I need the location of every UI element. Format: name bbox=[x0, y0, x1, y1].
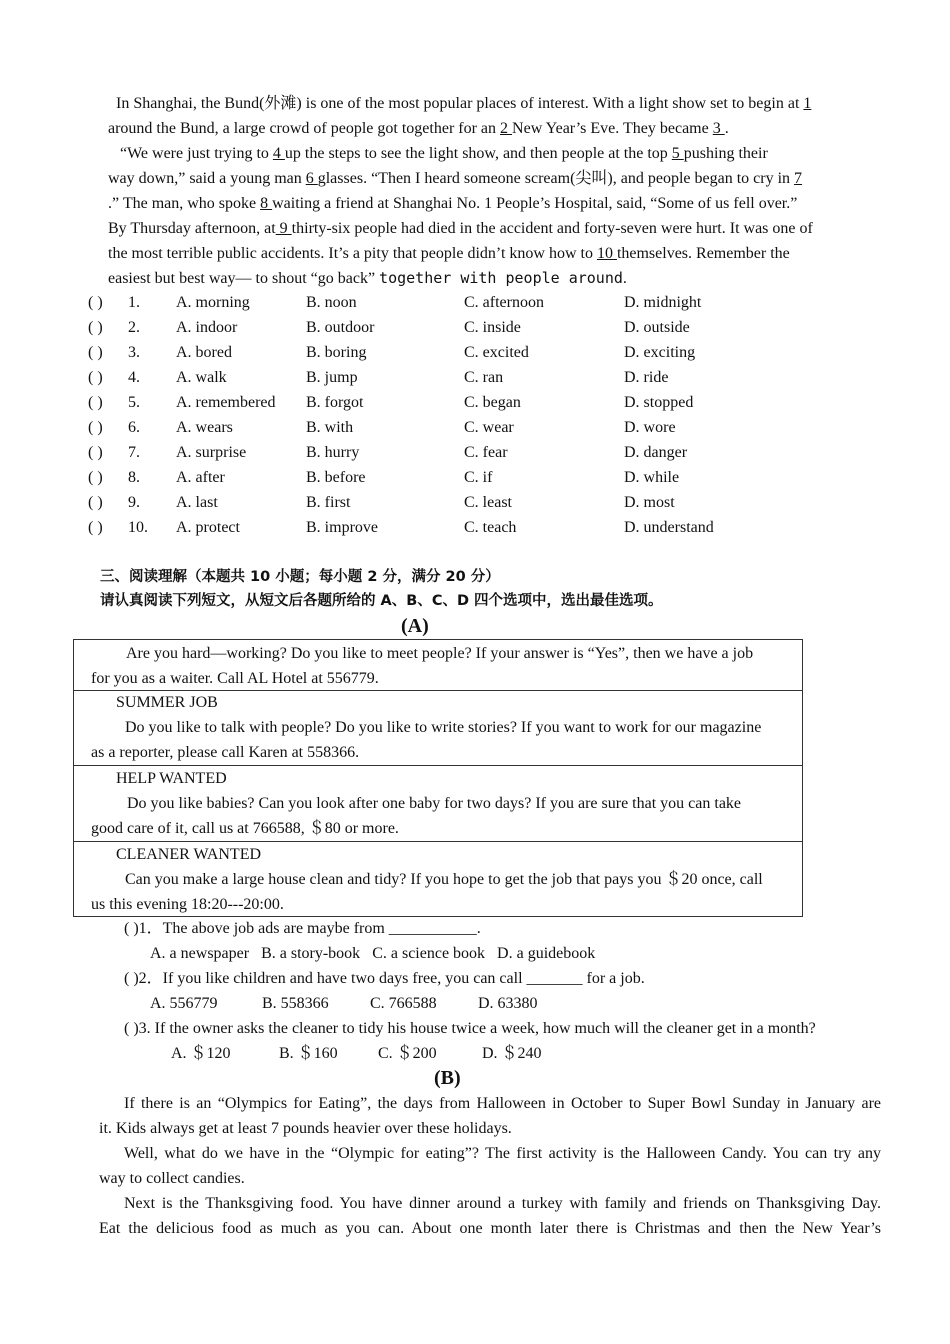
option-a[interactable]: A. surprise bbox=[176, 444, 247, 461]
option-a[interactable]: A. indoor bbox=[176, 319, 238, 336]
question-number: 3. bbox=[128, 344, 140, 361]
question-number: 6. bbox=[128, 419, 140, 436]
option-a[interactable]: A. remembered bbox=[176, 394, 276, 411]
question-a3-options bbox=[171, 1041, 542, 1066]
answer-paren[interactable]: ( ) bbox=[88, 444, 103, 461]
question-number: 7. bbox=[128, 444, 140, 461]
passage-b-title: (B) bbox=[434, 1067, 461, 1089]
blank-7[interactable]: 7 bbox=[794, 170, 803, 187]
ad-box-3 bbox=[73, 765, 803, 842]
option-d[interactable]: D. understand bbox=[624, 519, 714, 536]
ad-1-line-1: Are you hard—working? Do you like to meet people? If your answer is “Yes”, then we have a job bbox=[126, 645, 754, 662]
cloze-option-row bbox=[88, 365, 754, 390]
option-b[interactable]: B. first bbox=[306, 494, 351, 511]
option-d[interactable]: D. ride bbox=[624, 369, 669, 386]
ad-box-2 bbox=[73, 690, 803, 766]
option[interactable]: A. 556779 bbox=[150, 995, 218, 1012]
cloze-option-row bbox=[88, 390, 754, 415]
blank-3[interactable]: 3 bbox=[712, 120, 725, 137]
passage-a-title: (A) bbox=[401, 615, 429, 637]
ad-box-1 bbox=[73, 639, 803, 691]
option[interactable]: A. ＄120 bbox=[171, 1045, 231, 1062]
option-b[interactable]: B. forgot bbox=[306, 394, 364, 411]
blank-2[interactable]: 2 bbox=[500, 120, 513, 137]
option-c[interactable]: C. excited bbox=[464, 344, 529, 361]
option-a[interactable]: A. protect bbox=[176, 519, 240, 536]
cloze-option-row bbox=[88, 340, 754, 365]
option[interactable]: C. 766588 bbox=[370, 995, 437, 1012]
option[interactable]: D. a guidebook bbox=[497, 945, 596, 962]
question-a1-options bbox=[150, 941, 595, 966]
cloze-line-6: By Thursday afternoon, at 9 thirty-six people had died in the accident and forty-seven were hurt. It was one of bbox=[108, 220, 813, 237]
option-d[interactable]: D. most bbox=[624, 494, 675, 511]
ad-4-heading: CLEANER WANTED bbox=[116, 846, 262, 863]
option-b[interactable]: B. before bbox=[306, 469, 366, 486]
blank-1[interactable]: 1 bbox=[803, 95, 812, 112]
passage-b-line-1: If there is an “Olympics for Eating”, the days from Halloween in October to Super Bowl Sunday in January are bbox=[124, 1095, 881, 1112]
answer-paren[interactable]: ( ) bbox=[88, 294, 103, 311]
blank-4[interactable]: 4 bbox=[272, 145, 285, 162]
ad-3-line-1: Do you like babies? Can you look after one baby for two days? If you are sure that you can take bbox=[127, 795, 742, 812]
option[interactable]: C. ＄200 bbox=[378, 1045, 437, 1062]
question-number: 5. bbox=[128, 394, 140, 411]
cloze-line-4: way down,” said a young man 6 glasses. “Then I heard someone scream(尖叫), and people began to cry in 7 bbox=[108, 170, 803, 187]
question-number: 10. bbox=[128, 519, 148, 536]
cloze-line-1: In Shanghai, the Bund(外滩) is one of the most popular places of interest. With a light show set to begin at 1 bbox=[116, 95, 812, 112]
option-d[interactable]: D. wore bbox=[624, 419, 676, 436]
option-a[interactable]: A. wears bbox=[176, 419, 233, 436]
passage-b-line-6: Eat the delicious food as much as you can. About one month later there is Christmas and then the New Year’s bbox=[99, 1220, 881, 1237]
option-a[interactable]: A. walk bbox=[176, 369, 227, 386]
option-b[interactable]: B. noon bbox=[306, 294, 357, 311]
option-d[interactable]: D. exciting bbox=[624, 344, 696, 361]
cloze-options bbox=[88, 290, 754, 540]
ad-box-4 bbox=[73, 841, 803, 917]
answer-paren[interactable]: ( ) bbox=[88, 419, 103, 436]
question-number: 4. bbox=[128, 369, 140, 386]
cloze-option-row bbox=[88, 515, 754, 540]
option[interactable]: B. 558366 bbox=[262, 995, 329, 1012]
option-b[interactable]: B. with bbox=[306, 419, 354, 436]
option-c[interactable]: C. wear bbox=[464, 419, 514, 436]
blank-10[interactable]: 10 bbox=[596, 245, 617, 262]
ad-1-line-2: for you as a waiter. Call AL Hotel at 556779. bbox=[91, 670, 379, 687]
cloze-option-row bbox=[88, 490, 754, 515]
option-a[interactable]: A. after bbox=[176, 469, 225, 486]
option-c[interactable]: C. fear bbox=[464, 444, 508, 461]
cloze-option-row bbox=[88, 415, 754, 440]
option-d[interactable]: D. while bbox=[624, 469, 680, 486]
cloze-line-2: around the Bund, a large crowd of people got together for an 2 New Year’s Eve. They became 3 . bbox=[108, 120, 729, 137]
blank-6[interactable]: 6 bbox=[305, 170, 318, 187]
ad-3-line-2: good care of it, call us at 766588, ＄80 or more. bbox=[91, 820, 399, 837]
option-a[interactable]: A. bored bbox=[176, 344, 232, 361]
passage-b-line-4: way to collect candies. bbox=[99, 1170, 245, 1187]
cloze-line-5: .” The man, who spoke 8 waiting a friend at Shanghai No. 1 People’s Hospital, said, “Some of us fell over.” bbox=[108, 195, 798, 212]
ad-4-line-2: us this evening 18:20---20:00. bbox=[91, 896, 284, 913]
question-a2: ( )2．If you like children and have two days free, you can call _______ for a job. bbox=[124, 970, 645, 987]
option-c[interactable]: C. least bbox=[464, 494, 512, 511]
option-b[interactable]: B. boring bbox=[306, 344, 367, 361]
ad-3-heading: HELP WANTED bbox=[116, 770, 227, 787]
option[interactable]: C. a science book bbox=[372, 945, 486, 962]
option-c[interactable]: C. afternoon bbox=[464, 294, 544, 311]
option-c[interactable]: C. inside bbox=[464, 319, 521, 336]
option[interactable]: B. a story-book bbox=[261, 945, 361, 962]
question-number: 8. bbox=[128, 469, 140, 486]
option[interactable]: D. ＄240 bbox=[482, 1045, 542, 1062]
cloze-option-row bbox=[88, 290, 754, 315]
passage-b-line-2: it. Kids always get at least 7 pounds heavier over these holidays. bbox=[99, 1120, 512, 1137]
option[interactable]: A. a newspaper bbox=[150, 945, 250, 962]
ad-2-heading: SUMMER JOB bbox=[116, 694, 218, 711]
ad-2-line-2: as a reporter, please call Karen at 558366. bbox=[91, 744, 360, 761]
answer-paren[interactable]: ( ) bbox=[88, 319, 103, 336]
question-number: 2. bbox=[128, 319, 140, 336]
section-heading: 三、阅读理解（本题共 10 小题；每小题 2 分，满分 20 分） bbox=[100, 569, 500, 585]
option-b[interactable]: B. outdoor bbox=[306, 319, 375, 336]
cloze-option-row bbox=[88, 440, 754, 465]
question-number: 1. bbox=[128, 294, 140, 311]
cloze-line-8: easiest but best way— to shout “go back” together with people around. bbox=[108, 269, 627, 287]
question-a1: ( )1．The above job ads are maybe from ___________. bbox=[124, 920, 481, 937]
cloze-line-3: “We were just trying to 4 up the steps to see the light show, and then people at the top 5 pushing their bbox=[120, 145, 768, 162]
blank-9[interactable]: 9 bbox=[275, 220, 292, 237]
cloze-option-row bbox=[88, 465, 754, 490]
option-d[interactable]: D. stopped bbox=[624, 394, 694, 411]
ad-2-line-1: Do you like to talk with people? Do you like to write stories? If you want to work for our magazine bbox=[125, 719, 762, 736]
section-instruction: 请认真阅读下列短文，从短文后各题所给的 A、B、C、D 四个选项中，选出最佳选项。 bbox=[100, 593, 663, 609]
option-c[interactable]: C. began bbox=[464, 394, 521, 411]
option[interactable]: B. ＄160 bbox=[279, 1045, 338, 1062]
cloze-option-row bbox=[88, 315, 754, 340]
option-c[interactable]: C. teach bbox=[464, 519, 517, 536]
question-number: 9. bbox=[128, 494, 140, 511]
passage-b-line-5: Next is the Thanksgiving food. You have dinner around a turkey with family and friends on Thanksgiving Day. bbox=[124, 1195, 881, 1212]
answer-paren[interactable]: ( ) bbox=[88, 369, 103, 386]
answer-paren[interactable]: ( ) bbox=[88, 519, 103, 536]
passage-b-line-3: Well, what do we have in the “Olympic for eating”? The first activity is the Halloween Candy. You can try any bbox=[124, 1145, 881, 1162]
answer-paren[interactable]: ( ) bbox=[88, 469, 103, 486]
option-a[interactable]: A. last bbox=[176, 494, 218, 511]
option-c[interactable]: C. ran bbox=[464, 369, 504, 386]
blank-5[interactable]: 5 bbox=[671, 145, 684, 162]
option-d[interactable]: D. danger bbox=[624, 444, 688, 461]
answer-paren[interactable]: ( ) bbox=[88, 344, 103, 361]
option-d[interactable]: D. midnight bbox=[624, 294, 702, 311]
ad-4-line-1: Can you make a large house clean and tidy? If you hope to get the job that pays you ＄20 once, call bbox=[125, 871, 763, 888]
answer-paren[interactable]: ( ) bbox=[88, 394, 103, 411]
option-b[interactable]: B. jump bbox=[306, 369, 358, 386]
blank-8[interactable]: 8 bbox=[260, 195, 273, 212]
option[interactable]: D. 63380 bbox=[478, 995, 538, 1012]
option-c[interactable]: C. if bbox=[464, 469, 493, 486]
answer-paren[interactable]: ( ) bbox=[88, 494, 103, 511]
question-a3: ( )3. If the owner asks the cleaner to tidy his house twice a week, how much will the cleaner get in a month? bbox=[124, 1020, 816, 1037]
option-b[interactable]: B. hurry bbox=[306, 444, 360, 461]
option-a[interactable]: A. morning bbox=[176, 294, 250, 311]
option-d[interactable]: D. outside bbox=[624, 319, 690, 336]
question-a2-options bbox=[150, 991, 538, 1016]
cloze-line-7: the most terrible public accidents. It’s a pity that people didn’t know how to 10 themselves. Remember the bbox=[108, 245, 790, 262]
option-b[interactable]: B. improve bbox=[306, 519, 378, 536]
